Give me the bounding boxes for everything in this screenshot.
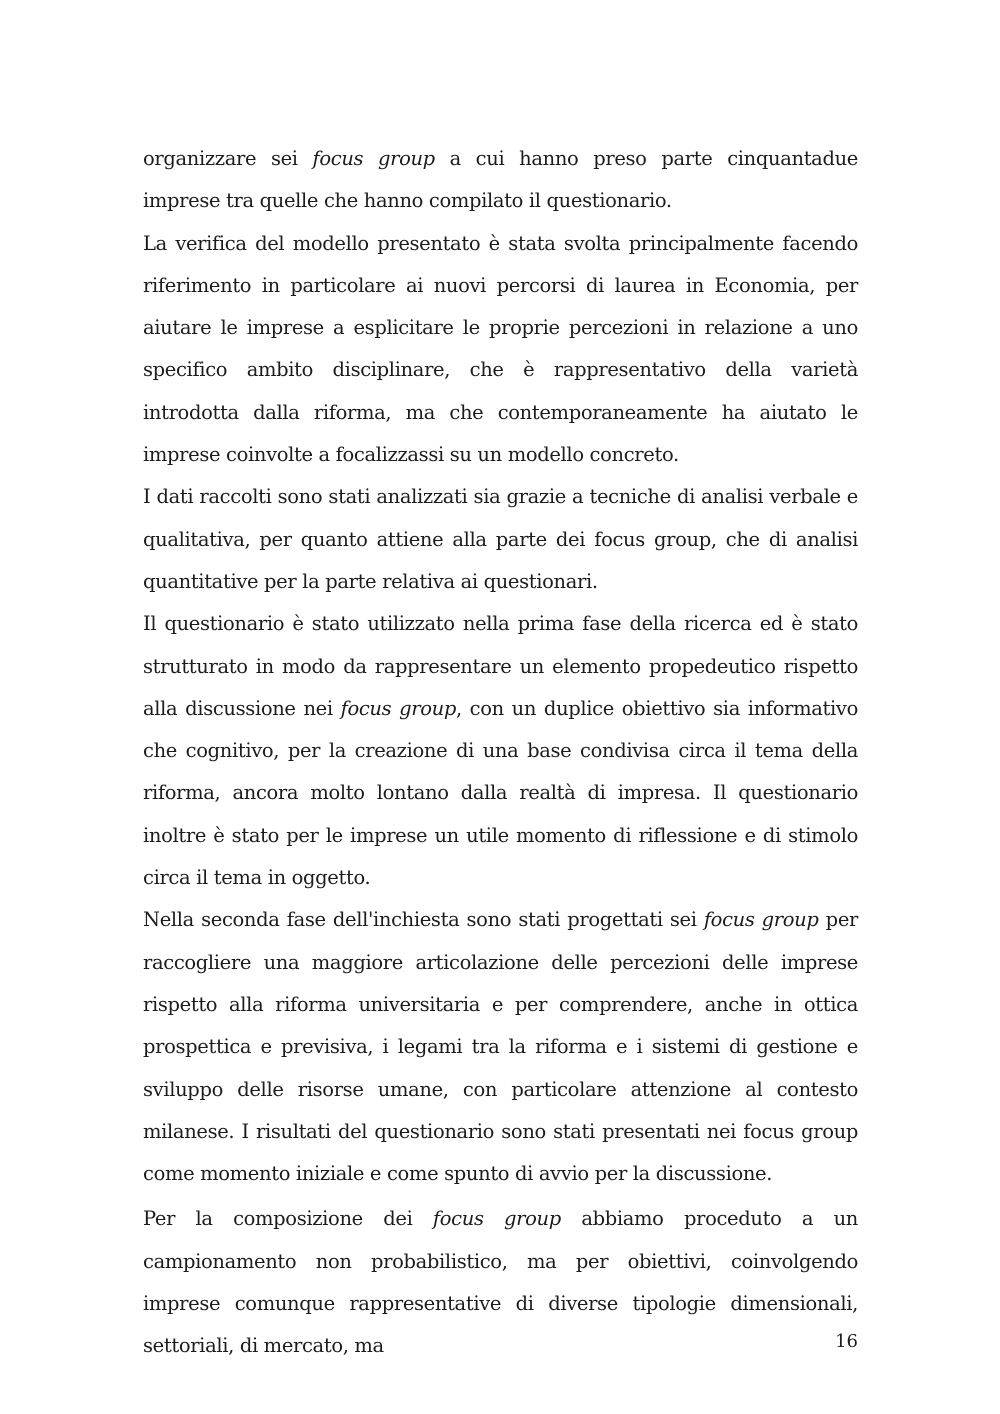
paragraph <box>143 1198 858 1367</box>
text-run: Il questionario è stato utilizzato nella prima fase della ricerca ed è stato strutturato in modo da rappresentare un elemento propedeutico rispetto alla discussione nei <box>143 612 858 720</box>
paragraph <box>143 476 858 603</box>
italic-term: focus group <box>432 1207 561 1231</box>
italic-term: focus group <box>340 696 456 720</box>
italic-term: focus group <box>703 908 819 932</box>
text-run: organizzare sei <box>143 147 313 170</box>
paragraph <box>143 603 858 899</box>
body-text <box>143 138 858 1368</box>
paragraph <box>143 223 858 477</box>
text-run: Nella seconda fase dell'inchiesta sono stati progettati sei <box>143 908 704 932</box>
text-run: , con un duplice obiettivo sia informativo che cognitivo, per la creazione di una base condivisa circa il tema della riforma, ancora molto lontano dalla realtà di impresa. Il questionario inoltre è stato per le imprese un utile momento di riflessione e di stimolo circa il tema in oggetto. <box>143 696 858 890</box>
italic-term: focus group <box>312 147 435 170</box>
text-run: Per la composizione dei <box>143 1207 433 1231</box>
page-number: 16 <box>835 1331 858 1352</box>
text-run: La verifica del modello presentato è stata svolta principalmente facendo riferimento in particolare ai nuovi percorsi di laurea in Economia, per aiutare le imprese a esplicitare le proprie percezioni in relazione a uno specifico ambito disciplinare, che è rappresentativo della varietà introdotta dalla riforma, ma che contemporaneamente ha aiutato le imprese coinvolte a focalizzassi su un modello concreto. <box>143 231 858 467</box>
text-run: abbiamo proceduto a un campionamento non probabilistico, ma per obiettivi, coinvolgendo imprese comunque rappresentative di diverse tipologie dimensionali, settoriali, di mercato, ma <box>143 1207 859 1358</box>
text-run: per raccogliere una maggiore articolazione delle percezioni delle imprese rispetto alla riforma universitaria e per comprendere, anche in ottica prospettica e previsiva, i legami tra la riforma e i sistemi di gestione e sviluppo delle risorse umane, con particolare attenzione al contesto milanese. I risultati del questionario sono stati presentati nei focus group come momento iniziale e come spunto di avvio per la discussione. <box>143 908 858 1186</box>
text-run: I dati raccolti sono stati analizzati sia grazie a tecniche di analisi verbale e qualitativa, per quanto attiene alla parte dei focus group, che di analisi quantitative per la parte relativa ai questionari. <box>143 485 858 593</box>
paragraph <box>143 899 858 1195</box>
text-run: a cui hanno preso parte cinquantadue imprese tra quelle che hanno compilato il questionario. <box>143 147 858 213</box>
paragraph <box>143 138 858 223</box>
